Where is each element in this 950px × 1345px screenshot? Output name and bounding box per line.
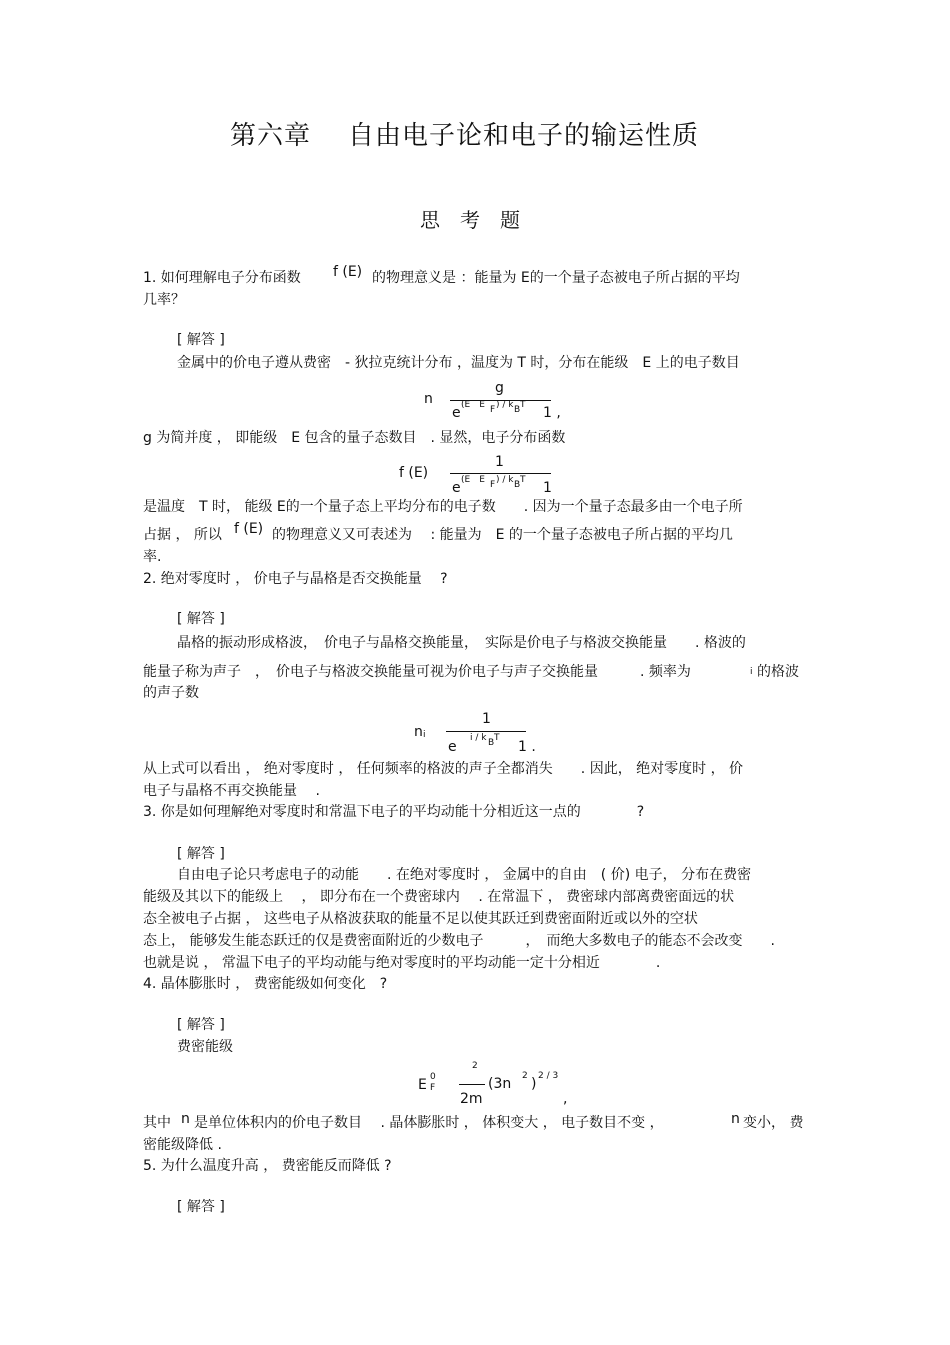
q4-answer-line1: 费密能级 <box>177 1039 233 1055</box>
eq3-numerator: 1 <box>482 711 491 727</box>
q1-fE: f (E) <box>333 264 363 280</box>
eq1-exp: (E E <box>461 400 485 410</box>
q1-answer-line2: g 为简并度 ， 即能级 E 包含的量子态数目 . 显然，电子分布函数 <box>143 430 566 446</box>
eq4-comma: , <box>563 1091 568 1107</box>
eq4-E-sub: F <box>430 1083 436 1093</box>
q1-answer-line5: 率. <box>143 549 162 565</box>
q1-answer-line4a: 占据 ， 所以 <box>143 527 222 543</box>
q5-line1: 5. 为什么温度升高 ， 费密能反而降低 ? <box>143 1158 392 1174</box>
eq2-fraction-bar <box>450 473 551 474</box>
q3-answer-label: [ 解答 ] <box>177 846 225 862</box>
eq3-exp-T: T <box>494 733 500 743</box>
q2-answer-omega-i: i <box>750 667 753 677</box>
eq1-e: e <box>452 405 461 421</box>
eq3-one: 1 . <box>518 739 536 755</box>
q2-answer-line4: 从上式可以看出 ， 绝对零度时 ， 任何频率的格波的声子全都消失 . 因此， 绝对零度时 ， 价 <box>143 761 744 777</box>
q1-answer-line1: 金属中的价电子遵从费密 - 狄拉克统计分布 ，温度为 T 时，分布在能级 E 上的电子数目 <box>177 355 740 371</box>
q1-line2: 几率？ <box>143 292 185 308</box>
eq3-exp-B: B <box>488 738 495 748</box>
q4-answer-n: n <box>181 1111 190 1127</box>
eq2-one: 1 <box>543 480 552 496</box>
eq1-exp-k: ) / k <box>496 400 514 410</box>
eq3-fraction-bar <box>446 731 526 732</box>
eq4-fraction-bar <box>459 1084 485 1085</box>
section-title: 思 考 题 <box>420 208 520 232</box>
eq4-paren-close: ) <box>531 1076 537 1092</box>
eq1-exp-T: T <box>520 400 526 410</box>
q1-line1a: 1. 如何理解电子分布函数 <box>143 270 301 286</box>
eq3-lhs-sub: i <box>423 730 426 740</box>
eq1-exp-B: B <box>514 405 521 415</box>
q5-answer-label: [ 解答 ] <box>177 1199 225 1215</box>
eq2-exp: (E E <box>461 475 485 485</box>
q2-answer-line3: 的声子数 <box>143 685 199 701</box>
eq2-lhs: f (E) <box>399 465 429 481</box>
q1-answer-line4b: 的物理意义又可表述为 : 能量为 E 的一个量子态被电子所占据的平均几 <box>272 527 733 543</box>
eq4-num-sup: 2 <box>472 1061 478 1071</box>
eq4-paren-sup: 2 <box>522 1071 528 1081</box>
q2-answer-line5: 电子与晶格不再交换能量 . <box>143 783 320 799</box>
eq3-exp: i / k <box>470 733 487 743</box>
q4-answer-line3: 密能级降低 . <box>143 1137 222 1153</box>
q4-answer-line2c: 变小， 费 <box>743 1115 804 1131</box>
q4-answer-line2a: 其中 <box>143 1115 171 1131</box>
q4-line1: 4. 晶体膨胀时 ， 费密能级如何变化 ? <box>143 976 388 992</box>
q2-answer-line2a: 能量子称为声子 ， 价电子与格波交换能量可视为价电子与声子交换能量 . 频率为 <box>143 664 691 680</box>
eq1-numerator: g <box>495 380 504 396</box>
q2-answer-line2b: 的格波 <box>757 664 799 680</box>
eq2-exp-B: B <box>514 480 521 490</box>
q2-answer-line1: 晶格的振动形成格波， 价电子与晶格交换能量， 实际是价电子与格波交换能量 . 格波的 <box>177 635 746 651</box>
eq4-E-sup: 0 <box>430 1072 436 1082</box>
eq3-lhs: n <box>414 724 423 740</box>
chapter-title: 自由电子论和电子的输运性质 <box>348 121 700 151</box>
q1-answer-line3: 是温度 T 时， 能级 E的一个量子态上平均分布的电子数 . 因为一个量子态最多由一个电子所 <box>143 499 743 515</box>
q3-answer-line5: 也就是说 ， 常温下电子的平均动能与绝对零度时的平均动能一定十分相近 . <box>143 955 661 971</box>
q2-line1: 2. 绝对零度时 ， 价电子与晶格是否交换能量 ? <box>143 571 448 587</box>
q4-answer-line2b: 是单位体积内的价电子数目 . 晶体膨胀时 ， 体积变大 ， 电子数目不变 ， <box>194 1115 664 1131</box>
eq2-exp-k: ) / k <box>496 475 514 485</box>
q3-answer-line4: 态上， 能够发生能态跃迁的仅是费密面附近的少数电子 ， 而绝大多数电子的能态不会改变 . <box>143 933 775 949</box>
q3-answer-line2: 能级及其以下的能级上 ， 即分布在一个费密球内 . 在常温下 ， 费密球内部离费密面远的状 <box>143 889 735 905</box>
eq1-lhs: n <box>424 391 433 407</box>
eq1-exp-F: F <box>490 405 496 415</box>
eq2-e: e <box>452 480 461 496</box>
eq4-denominator: 2m <box>460 1091 483 1107</box>
eq4-E: E <box>418 1077 427 1093</box>
q1-answer-label: [ 解答 ] <box>177 332 225 348</box>
q4-answer-n2: n <box>731 1111 740 1127</box>
q1-line1b: 的物理意义是 ：能量为 E的一个量子态被电子所占据的平均 <box>372 270 740 286</box>
q4-answer-label: [ 解答 ] <box>177 1017 225 1033</box>
eq1-one: 1 , <box>543 405 561 421</box>
chapter-number: 第六章 <box>230 121 312 151</box>
q1-answer-fE: f (E) <box>234 521 264 537</box>
q3-answer-line1: 自由电子论只考虑电子的动能 . 在绝对零度时 ， 金属中的自由 ( 价) 电子， 分布在费密 <box>177 867 752 883</box>
q3-answer-line3: 态全被电子占据 ， 这些电子从格波获取的能量不足以使其跃迁到费密面附近或以外的空状 <box>143 911 698 927</box>
eq2-exp-F: F <box>490 480 496 490</box>
eq4-paren: (3n <box>488 1076 526 1092</box>
q2-answer-label: [ 解答 ] <box>177 611 225 627</box>
eq4-exponent: 2 / 3 <box>538 1071 559 1081</box>
eq2-numerator: 1 <box>495 454 504 470</box>
eq3-e: e <box>448 739 457 755</box>
eq2-exp-T: T <box>520 475 526 485</box>
q3-line1: 3. 你是如何理解绝对零度时和常温下电子的平均动能十分相近这一点的 ? <box>143 804 645 820</box>
